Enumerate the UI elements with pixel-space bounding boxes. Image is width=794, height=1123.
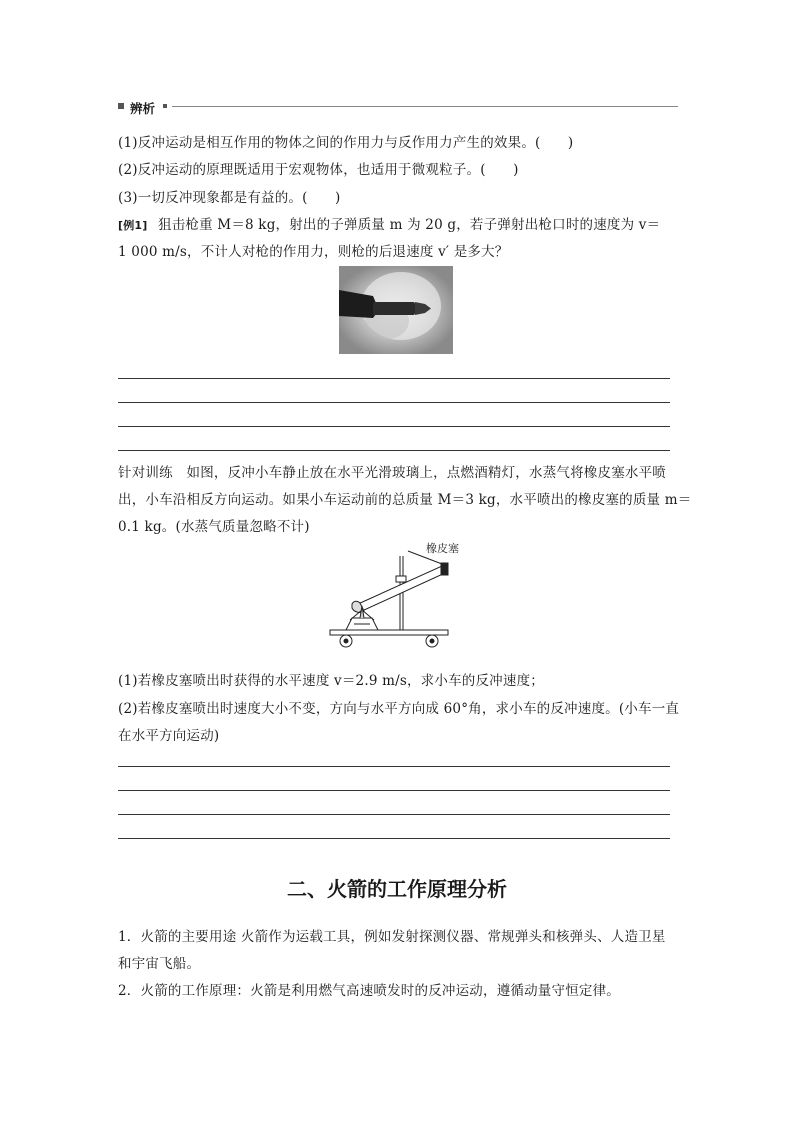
reaction-cart-diagram: [324, 538, 459, 650]
training-text: 针对训练 如图，反冲小车静止放在水平光滑玻璃上，点燃酒精灯，水蒸气将橡皮塞水平喷: [118, 465, 666, 481]
judge-item: (3)一切反冲现象都是有益的。( ): [118, 190, 341, 206]
answer-line: [118, 838, 670, 839]
answer-line: [118, 790, 670, 791]
example-line: 1 000 m/s，不计人对枪的作用力，则枪的后退速度 v′ 是多大？: [118, 244, 509, 260]
section-paragraph: 1．火箭的主要用途 火箭作为运载工具，例如发射探测仪器、常规弹头和核弹头、人造卫星: [118, 929, 666, 945]
square-bullet-icon: [118, 103, 124, 109]
answer-line: [118, 766, 670, 767]
section-header-label: 辨析: [130, 101, 156, 116]
answer-line: [118, 426, 670, 427]
answer-line: [118, 378, 670, 379]
answer-line: [118, 814, 670, 815]
example-text: 狙击枪重 M＝8 kg，射出的子弹质量 m 为 20 g，若子弹射出枪口时的速度为 v＝: [158, 217, 661, 233]
stopper-label: 橡皮塞: [426, 542, 459, 555]
example-line: [118, 213, 660, 233]
section-header: [118, 99, 678, 115]
gun-muzzle-photo: [339, 266, 453, 354]
question-text: (1)若橡皮塞喷出时获得的水平速度 v＝2.9 m/s，求小车的反冲速度；: [118, 673, 544, 689]
example-tag: [例1]: [118, 219, 148, 232]
section-paragraph: 2．火箭的工作原理：火箭是利用燃气高速喷发时的反冲运动，遵循动量守恒定律。: [118, 983, 620, 999]
judge-item: (1)反冲运动是相互作用的物体之间的作用力与反作用力产生的效果。( ): [118, 135, 574, 151]
answer-line: [118, 402, 670, 403]
judge-item: (2)反冲运动的原理既适用于宏观物体，也适用于微观粒子。( ): [118, 162, 519, 178]
question-text: (2)若橡皮塞喷出时速度大小不变，方向与水平方向成 60°角，求小车的反冲速度。(小车一直: [118, 701, 680, 717]
divider: [172, 106, 678, 107]
question-text: 在水平方向运动): [118, 728, 220, 744]
section-paragraph: 和宇宙飞船。: [118, 956, 201, 972]
training-text: 出，小车沿相反方向运动。如果小车运动前的总质量 M＝3 kg，水平喷出的橡皮塞的质量 m＝: [118, 492, 692, 508]
square-bullet-icon: [163, 104, 167, 108]
section-title: 二、火箭的工作原理分析: [287, 877, 507, 901]
answer-line: [118, 450, 670, 451]
training-text: 0.1 kg。(水蒸气质量忽略不计): [118, 519, 310, 535]
